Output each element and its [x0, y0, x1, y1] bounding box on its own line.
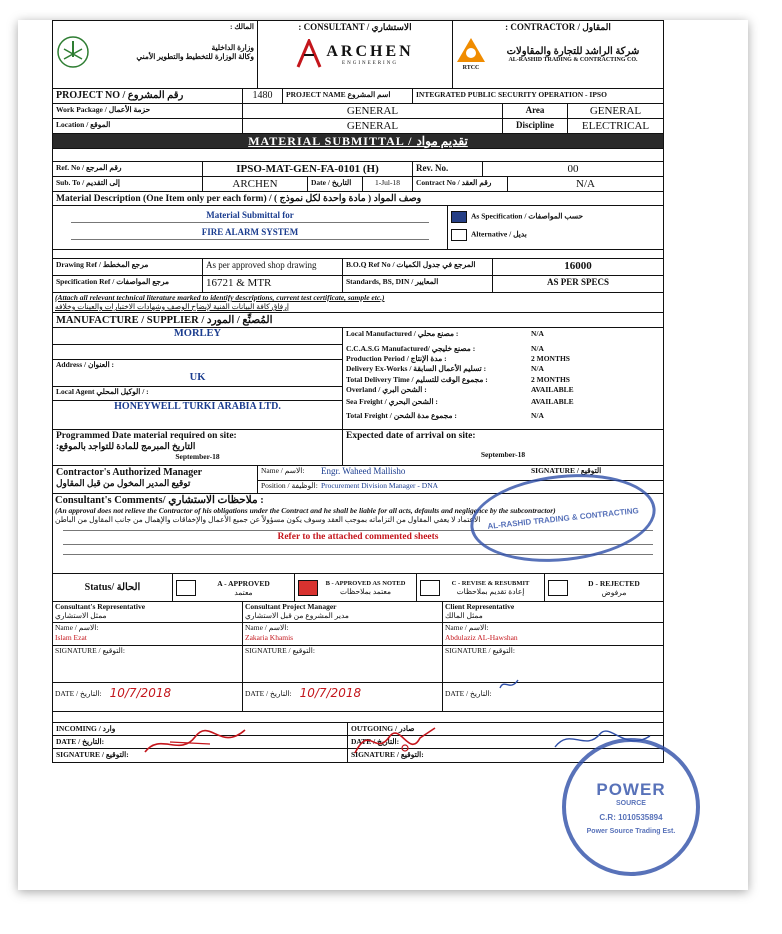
- archen-logo-icon: [296, 39, 322, 69]
- power-stamp-main: POWER: [596, 779, 666, 799]
- programmed-value: September-18: [175, 452, 220, 461]
- contractor-name-ar: شركة الراشد للتجارة والمقاولات: [506, 45, 640, 57]
- status-b-checkbox[interactable]: [298, 580, 318, 596]
- alt-option-label: Alternative / بديل: [471, 229, 527, 239]
- programmed-date-cell: [53, 430, 343, 465]
- outgoing-signature-label: SIGNATURE / التوقيع:: [351, 750, 424, 759]
- consultant-block: [258, 21, 453, 88]
- programmed-label: Programmed Date material required on site:: [56, 431, 237, 441]
- sub-to-label: Sub. To / إلى التقديم: [53, 177, 203, 191]
- client-name-label: Name / الاسم:: [445, 623, 489, 632]
- attach-note-ar: إرفاق كافة البيانات الفنية لإيضاح الوصف وشهادات الاختبارات والعينات وخلافه: [55, 302, 289, 311]
- status-a-label: A - APPROVED: [217, 578, 270, 588]
- rep-name: Islam Ezat: [53, 633, 242, 646]
- client-signature-label: SIGNATURE / التوقيع:: [443, 646, 663, 683]
- ref-no-value: IPSO-MAT-GEN-FA-0101 (H): [203, 162, 413, 176]
- status-row: [53, 574, 663, 602]
- sea-label: Sea Freight / الشحن البحري :: [346, 397, 438, 406]
- material-options: [448, 206, 663, 249]
- contract-label: Contract No / رقم العقد: [413, 177, 508, 191]
- saudi-emblem-icon: [56, 35, 90, 69]
- boq-label: B.O.Q Ref No / المرجع في جدول الكميات: [343, 259, 493, 275]
- sub-to-value: ARCHEN: [203, 177, 308, 191]
- prod-period-label: Production Period / مدة الإنتاج :: [346, 354, 447, 363]
- discipline-label: Discipline: [503, 119, 568, 133]
- client-agency: وكالة الوزارة للتخطيط والتطوير الأمني: [136, 52, 254, 61]
- delivery-value: N/A: [531, 364, 544, 373]
- manufacturer-left: [53, 328, 343, 429]
- location-row: [53, 119, 663, 134]
- work-package-value: GENERAL: [243, 104, 503, 118]
- signoff-row: [53, 602, 663, 712]
- area-value: GENERAL: [589, 105, 642, 117]
- material-desc-body: [53, 206, 663, 250]
- delivery-label: Delivery Ex-Works / تسليم الأعمال السابقة :: [346, 364, 487, 373]
- date-value: 1-Jul-18: [363, 177, 413, 191]
- attach-note-row: [53, 293, 663, 313]
- status-c-label: C - REVISE & RESUBMIT: [451, 579, 530, 587]
- status-c-label-ar: إعادة تقديم بملاحظات: [456, 586, 525, 596]
- header-row: [53, 21, 663, 89]
- pm-date-label: DATE / التاريخ:: [245, 688, 292, 698]
- incoming-label: INCOMING / وارد: [53, 723, 348, 735]
- status-d-label: D - REJECTED: [588, 578, 640, 588]
- incoming-date-label: DATE / التاريخ:: [53, 736, 348, 748]
- consultant-label: : CONSULTANT / الاستشاري: [298, 22, 412, 32]
- ccasg-label: C.C.A.S.G Manufactured/ مصنع خليجي :: [346, 344, 476, 353]
- rep-name-label: Name / الاسم:: [55, 623, 99, 632]
- ref-no-label: Ref. No / رقم المرجع: [53, 162, 203, 176]
- rev-label: Rev. No.: [413, 162, 483, 176]
- client-rep-block: [443, 602, 663, 711]
- project-row: [53, 89, 663, 104]
- status-a-label-ar: معتمد: [234, 587, 253, 597]
- expected-label: Expected date of arrival on site:: [346, 431, 476, 441]
- total-freight-value: N/A: [531, 411, 544, 420]
- consultant-sub: ENGINEERING: [342, 60, 398, 66]
- area-label: Area: [503, 104, 568, 118]
- total-delivery-label: Total Delivery Time / مجموع الوقت للتسليم :: [346, 375, 488, 384]
- manufacturer-country: UK: [53, 372, 342, 387]
- spacer: [53, 250, 663, 259]
- material-line-2: FIRE ALARM SYSTEM: [201, 227, 299, 237]
- status-option-a: [173, 574, 295, 601]
- spacer: [53, 149, 663, 162]
- power-stamp-sub: SOURCE: [616, 799, 646, 807]
- incoming-signature-label: SIGNATURE / التوقيع:: [53, 749, 348, 762]
- client-block: [53, 21, 258, 88]
- spec-value: 16721 & MTR: [203, 276, 343, 292]
- pm-name: Zakaria Khamis: [243, 633, 442, 646]
- comments-disclaimer: (An approval does not relieve the Contractor of his obligations under the Contract and he shall be liable for all acts, defaults and negligence by the subcontractor): [55, 506, 556, 515]
- contractor-block: [453, 21, 663, 88]
- manager-label-cell: [53, 466, 258, 493]
- manager-position-label: Position / الوظيفة:: [261, 481, 318, 490]
- pm-signature-icon: [345, 718, 445, 764]
- comments-disclaimer-ar: الاعتماد لا يعفي المقاول من التزاماته بموجب العقد وسوف يكون مسؤولاً عن جميع الأعمال والإخفاقات والإهمال من جانب المقاول من الباطن: [55, 515, 481, 524]
- status-b-label: B - APPROVED AS NOTED: [325, 579, 406, 587]
- material-line-1: Material Submittal for: [206, 210, 294, 220]
- total-delivery-value: 2 MONTHS: [531, 375, 570, 384]
- standards-label: Standards, BS, DIN / المعايير: [343, 276, 493, 292]
- ref-row: [53, 162, 663, 177]
- status-option-b: [295, 574, 417, 601]
- material-desc-label: Material Description (One Item only per each form) / وصف المواد ( مادة واحدة لكل نموذج ): [56, 194, 422, 204]
- status-c-checkbox[interactable]: [420, 580, 440, 596]
- manager-signature-label: SIGNATURE / التوقيع: [531, 466, 602, 475]
- status-b-label-ar: معتمد بملاحظات: [339, 586, 392, 596]
- boq-value: 16000: [564, 260, 592, 272]
- rep-signature-icon: [140, 722, 250, 762]
- rep-date-label: DATE / التاريخ:: [55, 688, 102, 698]
- rtcc-logo-icon: [456, 37, 486, 63]
- standards-value: AS PER SPECS: [546, 277, 609, 287]
- status-d-label-ar: مرفوض: [601, 587, 627, 597]
- client-rep-label-ar: ممثل المالك: [445, 611, 483, 620]
- drawing-label: Drawing Ref / مرجع المخطط: [53, 259, 203, 275]
- manufacturer-label: MANUFACTURE / SUPPLIER / المُصنِّع / المورد: [56, 315, 273, 326]
- drawing-row: [53, 259, 663, 276]
- alt-checkbox[interactable]: [451, 229, 467, 241]
- client-ministry: وزارة الداخلية: [211, 43, 254, 52]
- pm-name-label: Name / الاسم:: [245, 623, 289, 632]
- contract-value: N/A: [576, 178, 595, 190]
- expected-date-cell: [343, 430, 663, 465]
- manager-name-value: Engr. Waheed Mallisho: [321, 466, 406, 476]
- client-date-label: DATE / التاريخ:: [445, 688, 492, 698]
- manufacturer-right: [343, 328, 663, 429]
- spec-label: Specification Ref / مرجع المواصفات: [53, 276, 203, 292]
- consultant-name: ARCHEN: [326, 42, 414, 60]
- attach-note: (Attach all relevant technical literature marked to identify descriptions, current test certificate, sample etc.): [55, 293, 385, 302]
- sea-value: AVAILABLE: [531, 397, 574, 406]
- location-label: Location / الموقع: [53, 119, 243, 133]
- expected-value: September-18: [480, 450, 526, 459]
- contractor-label: : CONTRACTOR / المقاول: [505, 22, 611, 32]
- local-mfg-value: N/A: [531, 329, 544, 338]
- manager-position-value: Procurement Division Manager - DNA: [321, 481, 439, 490]
- manager-label-ar: توقيع المدير المخول من قبل المقاول: [56, 478, 191, 488]
- manufacturer-body: [53, 328, 663, 430]
- status-label: Status/ الحالة: [53, 574, 173, 601]
- local-mfg-label: Local Manufactured / مصنع محلي :: [346, 329, 459, 338]
- programmed-label-ar: التاريخ المبرمج للمادة للتواجد بالموقع:: [56, 441, 196, 451]
- dates-row: [53, 430, 663, 466]
- rep-signature-label: SIGNATURE / التوقيع:: [53, 646, 242, 683]
- pm-label: Consultant Project Manager: [245, 602, 337, 611]
- manufacturer-header: [53, 313, 663, 328]
- address-label: Address / العنوان :: [56, 360, 115, 369]
- project-no-value: 1480: [243, 89, 283, 103]
- power-stamp-ring: Power Source Trading Est.: [586, 827, 676, 835]
- page-title: MATERIAL SUBMITTAL / تقديم مواد: [248, 133, 468, 148]
- work-package-row: [53, 104, 663, 119]
- pm-label-ar: مدير المشروع من قبل الاستشاري: [245, 611, 349, 620]
- manufacturer-name: MORLEY: [53, 328, 342, 345]
- material-desc-box: [53, 206, 448, 249]
- manager-label: Contractor's Authorized Manager: [56, 467, 203, 478]
- total-freight-label: Total Freight / مجموع مدة الشحن :: [346, 411, 457, 420]
- rep-label-ar: ممثل الاستشاري: [55, 611, 107, 620]
- project-name-label: PROJECT NAME اسم المشروع: [283, 89, 413, 103]
- local-agent-label: Local Agent الوكيل المحلي / :: [53, 387, 342, 401]
- sub-to-row: [53, 177, 663, 192]
- client-label: المالك :: [230, 22, 254, 31]
- manager-name-label: Name / الاسم:: [261, 466, 305, 475]
- work-package-label: Work Package / حزمة الأعمال: [53, 104, 243, 118]
- status-d-checkbox[interactable]: [548, 580, 568, 596]
- rep-label: Consultant's Representative: [55, 602, 146, 611]
- client-initial-icon: [498, 676, 520, 694]
- ccasg-value: N/A: [531, 344, 544, 353]
- rep-date: 10/7/2018: [109, 686, 172, 700]
- pm-date: 10/7/2018: [299, 686, 362, 700]
- material-desc-row: [53, 192, 663, 206]
- date-label: Date / التاريخ: [308, 177, 363, 191]
- client-signature-icon: [550, 722, 660, 762]
- prod-period-value: 2 MONTHS: [531, 354, 570, 363]
- contractor-name-en: AL-RASHID TRADING & CONTRACTING CO.: [508, 56, 638, 63]
- spec-row: [53, 276, 663, 293]
- project-no-label: PROJECT NO / رقم المشروع: [53, 89, 243, 103]
- local-agent-value: HONEYWELL TURKI ARABIA LTD.: [114, 401, 281, 412]
- spec-option-label: As Specification / حسب المواصفات: [471, 211, 584, 221]
- contractor-stamp-text: AL-RASHID TRADING & CONTRACTING: [486, 505, 640, 531]
- status-option-d: [545, 574, 663, 601]
- client-name: Abdulaziz AL-Hawshan: [443, 633, 663, 646]
- location-value: GENERAL: [243, 119, 503, 133]
- project-name-value: INTEGRATED PUBLIC SECURITY OPERATION - IPSO: [416, 90, 607, 99]
- rep-block: [53, 602, 243, 711]
- pm-block: [243, 602, 443, 711]
- title-bar: [53, 134, 663, 149]
- contractor-abbr: RTCC: [462, 65, 480, 71]
- material-submittal-form: [52, 20, 664, 763]
- spec-checkbox[interactable]: [451, 211, 467, 223]
- status-a-checkbox[interactable]: [176, 580, 196, 596]
- outgoing-label: OUTGOING / صادر: [351, 724, 415, 733]
- pm-signature-label: SIGNATURE / التوقيع:: [243, 646, 442, 683]
- discipline-value: ELECTRICAL: [581, 120, 650, 132]
- rev-value: 00: [567, 163, 579, 175]
- outgoing-date-label: DATE / التاريخ:: [351, 737, 400, 746]
- comments-note: Refer to the attached commented sheets: [277, 532, 439, 542]
- power-stamp-cr: C.R: 1010535894: [599, 812, 663, 822]
- client-rep-label: Client Representative: [445, 602, 515, 611]
- overland-label: Overland / الشحن البري :: [346, 385, 427, 394]
- drawing-value: As per approved shop drawing: [203, 259, 343, 275]
- status-option-c: [417, 574, 545, 601]
- comments-label: Consultant's Comments/ ملاحظات الاستشاري :: [55, 495, 264, 506]
- overland-value: AVAILABLE: [531, 385, 574, 394]
